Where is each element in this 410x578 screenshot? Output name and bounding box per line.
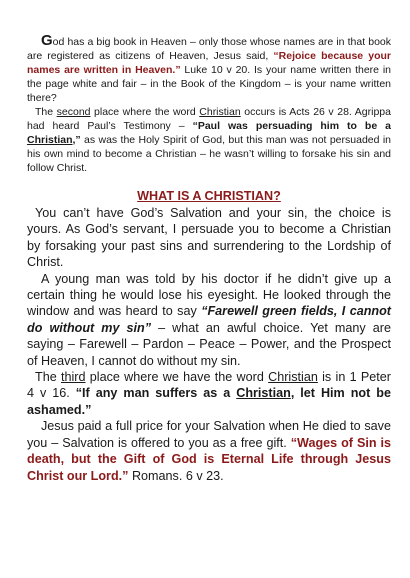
text: The — [35, 106, 57, 118]
underlined-word: Christian — [236, 386, 291, 401]
text: “If any man suffers as a — [75, 386, 237, 401]
text: , let Him not be ashamed.” — [27, 386, 391, 417]
underlined-word: Christian — [199, 106, 241, 118]
text: Romans. 6 v 23. — [128, 468, 224, 483]
paragraph-free-gift — [27, 418, 391, 484]
section-heading: WHAT IS A CHRISTIAN? — [137, 189, 281, 203]
text: place where the word — [90, 106, 200, 118]
underlined-word: third — [61, 370, 86, 385]
underlined-word: Christian — [27, 134, 73, 146]
scripture-quote: “Wages of Sin is death, but the Gift of God is Eternal Life through Jesus Christ our Lord.” — [27, 435, 391, 483]
paragraph-second-place — [27, 105, 391, 175]
paragraph-choice: You can’t have God’s Salvation and your sin, the choice is yours. As God’s servant, I persuade you to become a Christian by forsaking your past sins and surrendering to the Lordship of Christ. — [27, 206, 391, 270]
text: occurs is Acts 26 v 28. Agrippa had heard Paul’s Testimony – — [27, 106, 391, 132]
paragraph-third-place — [27, 369, 391, 418]
quote: “Farewell green fields, I cannot do without my sin” — [27, 304, 391, 335]
text: od has a big book in Heaven – only those whose names are in that book are registered as citizens of Heaven, Jesus said, — [27, 36, 391, 62]
intro-section — [27, 34, 391, 175]
main-section — [27, 205, 391, 484]
paragraph-book-of-heaven — [27, 34, 391, 105]
underlined-word: Christian — [268, 370, 318, 385]
text: as was the Holy Spirit of God, but this man was not persuaded in his own mind to become a Christian – he wasn’t willing to forsake his sin and follow Christ. — [27, 134, 391, 174]
text: Luke 10 v 20. Is your name written there in the page white and fair – in the Book of the Kingdom – is your name written there? — [27, 64, 391, 104]
paragraph-young-man — [27, 271, 391, 369]
text: ,” — [72, 134, 81, 146]
text: is in 1 Peter 4 v 16. — [27, 370, 391, 401]
text: Jesus paid a full price for your Salvation when He died to save you – Salvation is offered to you as a free gift. — [27, 419, 391, 450]
page — [27, 34, 391, 484]
text: “Paul was persuading him to be a — [192, 120, 391, 132]
scripture-quote: “Rejoice because your names are written in Heaven.” — [27, 50, 392, 76]
text: – what an awful choice. Yet many are saying – Farewell – Pardon – Peace – Power, and the Prospect of Heaven, I cannot do without my sin. — [27, 320, 391, 368]
scripture-quote — [27, 386, 391, 416]
text: place where we have the word — [85, 370, 269, 385]
text: A young man was told by his doctor if he didn’t give up a certain thing he would lose his eyesight. He looked through the window and was heard to say — [27, 271, 391, 319]
drop-cap: G — [41, 32, 53, 49]
text: The — [35, 370, 61, 385]
underlined-word: second — [56, 106, 91, 118]
